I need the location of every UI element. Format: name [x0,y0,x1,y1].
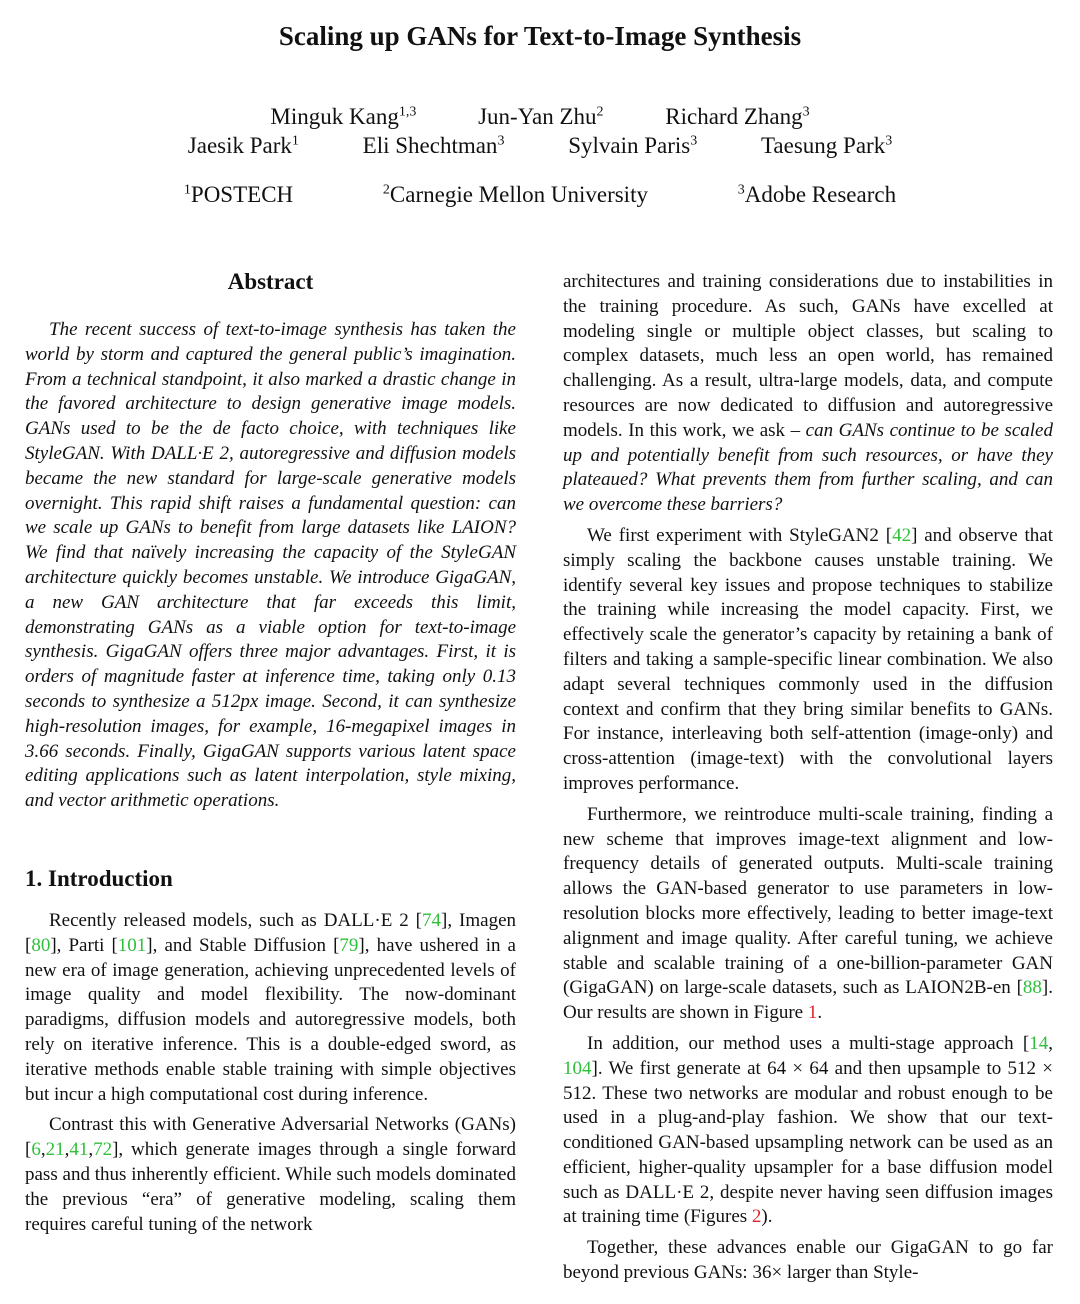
figure-reference-link[interactable]: 2 [751,1206,762,1228]
intro-paragraph-2: Contrast this with Generative Adversarial Networks (GANs) [6,21,41,72], which generate images through a single forward pass and thus inherently efficient. While such models dominated the previous “era” of generative modeling, scaling them requires careful tuning of the network [25,1114,516,1235]
paper-title: Scaling up GANs for Text-to-Image Synthesis [278,21,802,51]
citation-link[interactable]: 104 [563,1057,592,1079]
intro-paragraph-5: In addition, our method uses a multi-stage approach [14, 104]. We first generate at 64 × 64 and then upsample to 512 × 512. These two networks are modular and robust enough to be used in a plug-and-play fashion. We show that our text-conditioned GAN-based upsampling network can be used as an efficient, higher-quality upsampler for a base diffusion model such as DALL·E 2, despite never having seen diffusion images at training time (Figures 2). [563,1032,1053,1228]
author-list-row-1 [0,103,1080,131]
citation-link[interactable]: 21 [45,1139,65,1161]
affiliation: $^2$Carnegie Mellon University [382,182,648,207]
citation-link[interactable]: 42 [892,524,912,546]
intro-paragraph-2-continued: architectures and training considerations due to instabilities in the training procedure. As such, GANs have excelled at modeling single or multiple object classes, but scaling to complex datasets, much less an open world, has remained challenging. As a result, ultra-large models, data, and compute resources are now dedicated to diffusion and autoregressive models. In this work, we ask – can GANs continue to be scaled up and potentially benefit from such resources, or have they plateaued? What prevents them from further scaling, and can we overcome these barriers? [563,271,1053,516]
author: Jaesik Park$^1$ [187,133,299,158]
citation-link[interactable]: 6 [31,1139,41,1161]
citation-link[interactable]: 41 [69,1139,89,1161]
citation-link[interactable]: 80 [31,934,51,956]
citation-link[interactable]: 101 [117,934,147,956]
author-list-row-2 [0,132,1080,160]
citation-link[interactable]: 72 [93,1139,113,1161]
affiliations [0,181,1080,209]
abstract-text: The recent success of text-to-image synthesis has taken the world by storm and captured the general public’s imagination. From a technical standpoint, it also marked a drastic change in the favored architecture to design generative image models. GANs used to be the de facto choice, with techniques like StyleGAN. With DALL·E 2, autoregressive and diffusion models became the new standard for large-scale generative models overnight. This rapid shift raises a fundamental question: can we scale up GANs to benefit from large datasets like LAION? We find that naïvely increasing the capacity of the StyleGAN architecture quickly becomes unstable. We introduce GigaGAN, a new GAN architecture that far exceeds this limit, demonstrating GANs as a viable option for text-to-image synthesis. GigaGAN offers three major advantages. First, it is orders of magnitude faster at inference time, taking only 0.13 seconds to synthesize a 512px image. Second, it can synthesize high-resolution images, for example, 16-megapixel images in 3.66 seconds. Finally, GigaGAN supports various latent space editing applications such as latent interpolation, style mixing, and vector arithmetic operations. [25,319,516,812]
citation-link[interactable]: 14 [1029,1032,1049,1054]
intro-paragraph-4: Furthermore, we reintroduce multi-scale training, finding a new scheme that improves image-text alignment and low-frequency details of generated outputs. Multi-scale training allows the GAN-based generator to use parameters in low-resolution blocks more effectively, leading to better image-text alignment and image quality. After careful tuning, we achieve stable and scalable training of a one-billion-parameter GAN (GigaGAN) on large-scale datasets, such as LAION2B-en [88]. Our results are shown in Figure 1. [563,803,1053,1024]
citation-link[interactable]: 88 [1022,977,1042,999]
author: Sylvain Paris$^3$ [568,133,698,158]
citation-link[interactable]: 79 [339,934,359,956]
left-column [25,268,516,1237]
abstract-heading: Abstract [227,269,314,294]
citation-link[interactable]: 74 [422,909,442,931]
intro-paragraph-6: Together, these advances enable our GigaGAN to go far beyond previous GANs: 36× larger than Style- [563,1237,1053,1284]
affiliation: $^1$POSTECH [183,182,294,207]
author: Taesung Park$^3$ [760,133,893,158]
author: Eli Shechtman$^3$ [362,133,505,158]
intro-paragraph-3: We first experiment with StyleGAN2 [42] and observe that simply scaling the backbone causes unstable training. We identify several key issues and propose techniques to stabilize the training while increasing the model capacity. First, we effectively scale the generator’s capacity by retaining a bank of filters and taking a sample-specific linear combination. We also adapt several techniques commonly used in the diffusion context and confirm that they bring similar benefits to GANs. For instance, interleaving both self-attention (image-only) and cross-attention (image-text) with the convolutional layers improves performance. [563,524,1053,794]
figure-reference-link[interactable]: 1 [807,1002,818,1024]
author: Minguk Kang$^{1,3}$ [270,104,417,129]
introduction-heading: 1. Introduction [25,865,173,891]
affiliation: $^3$Adobe Research [737,182,897,207]
author: Jun-Yan Zhu$^2$ [478,104,604,129]
intro-paragraph-1: Recently released models, such as DALL·E 2 [74], Imagen [80], Parti [101], and Stable Diffusion [79], have ushered in a new era of image generation, achieving unprecedented levels of image quality and model flexibility. The now-dominant paradigms, diffusion models and autoregressive models, both rely on iterative inference. This is a double-edged sword, as iterative methods enable stable training with simple objectives but incur a high computational cost during inference. [25,909,516,1105]
author: Richard Zhang$^3$ [665,104,810,129]
right-column [563,270,1053,1286]
